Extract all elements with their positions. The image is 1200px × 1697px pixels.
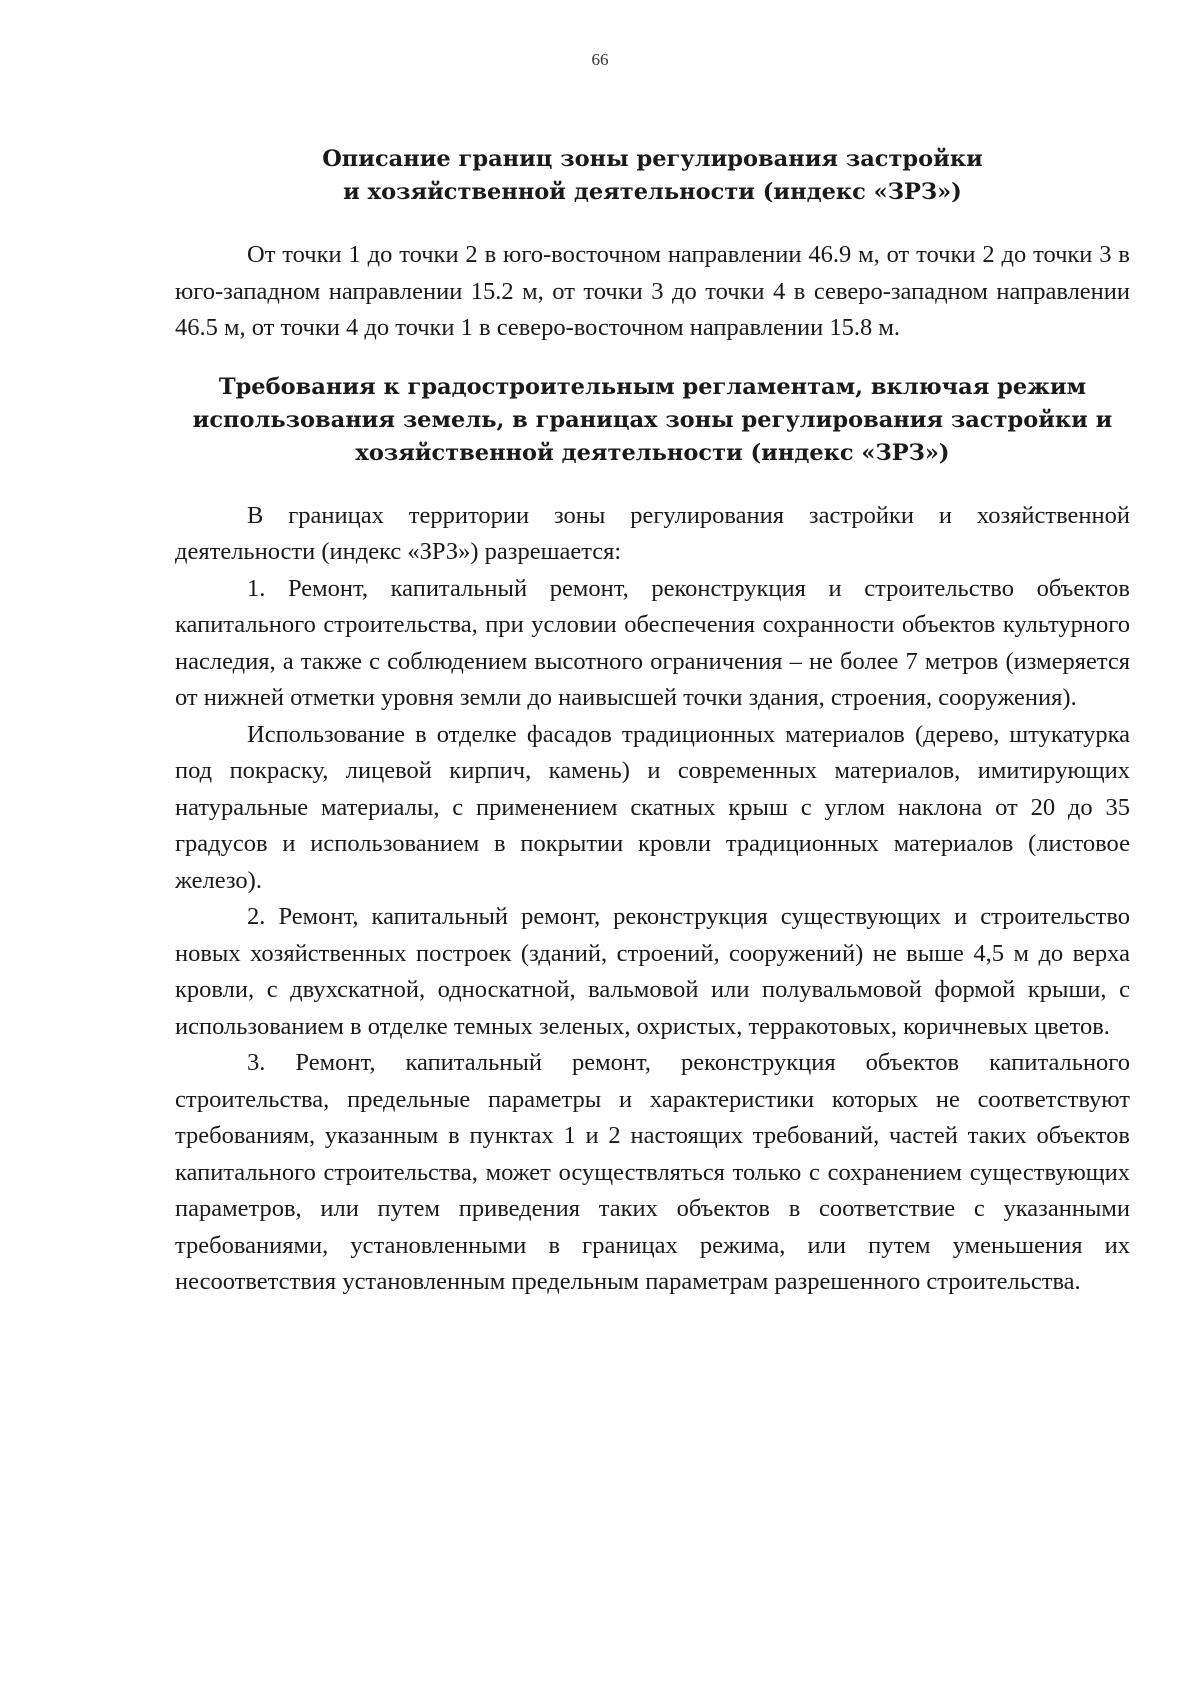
heading-line: хозяйственной деятельности (индекс «ЗРЗ»)	[355, 439, 950, 466]
heading-line: использования земель, в границах зоны регулирования застройки и	[192, 406, 1113, 433]
boundaries-paragraph: От точки 1 до точки 2 в юго-восточном направлении 46.9 м, от точки 2 до точки 3 в юго-западном направлении 15.2 м, от точки 3 до точки 4 в северо-западном направлении 46.5 м, от точки 4 до точки 1 в северо-восточном направлении 15.8 м.	[175, 241, 1130, 341]
document-content	[175, 143, 1130, 1301]
requirements-intro-paragraph: В границах территории зоны регулирования застройки и хозяйственной деятельности (индекс «ЗРЗ») разрешается:	[175, 501, 1130, 565]
requirement-item-1: 1. Ремонт, капитальный ремонт, реконструкция и строительство объектов капитального строительства, при условии обеспечения сохранности объектов культурного наследия, а также с соблюдением высотного ограничения – не более 7 метров (измеряется от нижней отметки уровня земли до наивысшей точки здания, строения, сооружения).	[175, 574, 1130, 711]
heading-line: Требования к градостроительным регламентам, включая режим	[218, 373, 1087, 400]
section-heading-requirements	[175, 371, 1130, 470]
heading-line: Описание границ зоны регулирования застройки	[322, 146, 983, 172]
requirement-item-2: 2. Ремонт, капитальный ремонт, реконструкция существующих и строительство новых хозяйственных построек (зданий, строений, сооружений) не выше 4,5 м до верха кровли, с двухскатной, односкатной, вальмовой или полувальмовой формой крыши, с использованием в отделке темных зеленых, охристых, терракотовых, коричневых цветов.	[175, 903, 1130, 1040]
section-heading-boundaries	[175, 143, 1130, 209]
requirement-facade-materials: Использование в отделке фасадов традиционных материалов (дерево, штукатурка под покраску, лицевой кирпич, камень) и современных материалов, имитирующих натуральные материалы, с применением скатных крыш с углом наклона от 20 до 35 градусов и использованием в покрытии кровли традиционных материалов (листовое железо).	[175, 720, 1130, 894]
requirement-item-3: 3. Ремонт, капитальный ремонт, реконструкция объектов капитального строительства, предельные параметры и характеристики которых не соответствуют требованиям, указанным в пунктах 1 и 2 настоящих требований, частей таких объектов капитального строительства, может осуществляться только с сохранением существующих параметров, или путем приведения таких объектов в соответствие с указанными требованиями, установленными в границах режима, или путем уменьшения их несоответствия установленным предельным параметрам разрешенного строительства.	[175, 1049, 1130, 1295]
page-number: 66	[591, 50, 609, 69]
heading-line: и хозяйственной деятельности (индекс «ЗРЗ»)	[343, 179, 962, 205]
